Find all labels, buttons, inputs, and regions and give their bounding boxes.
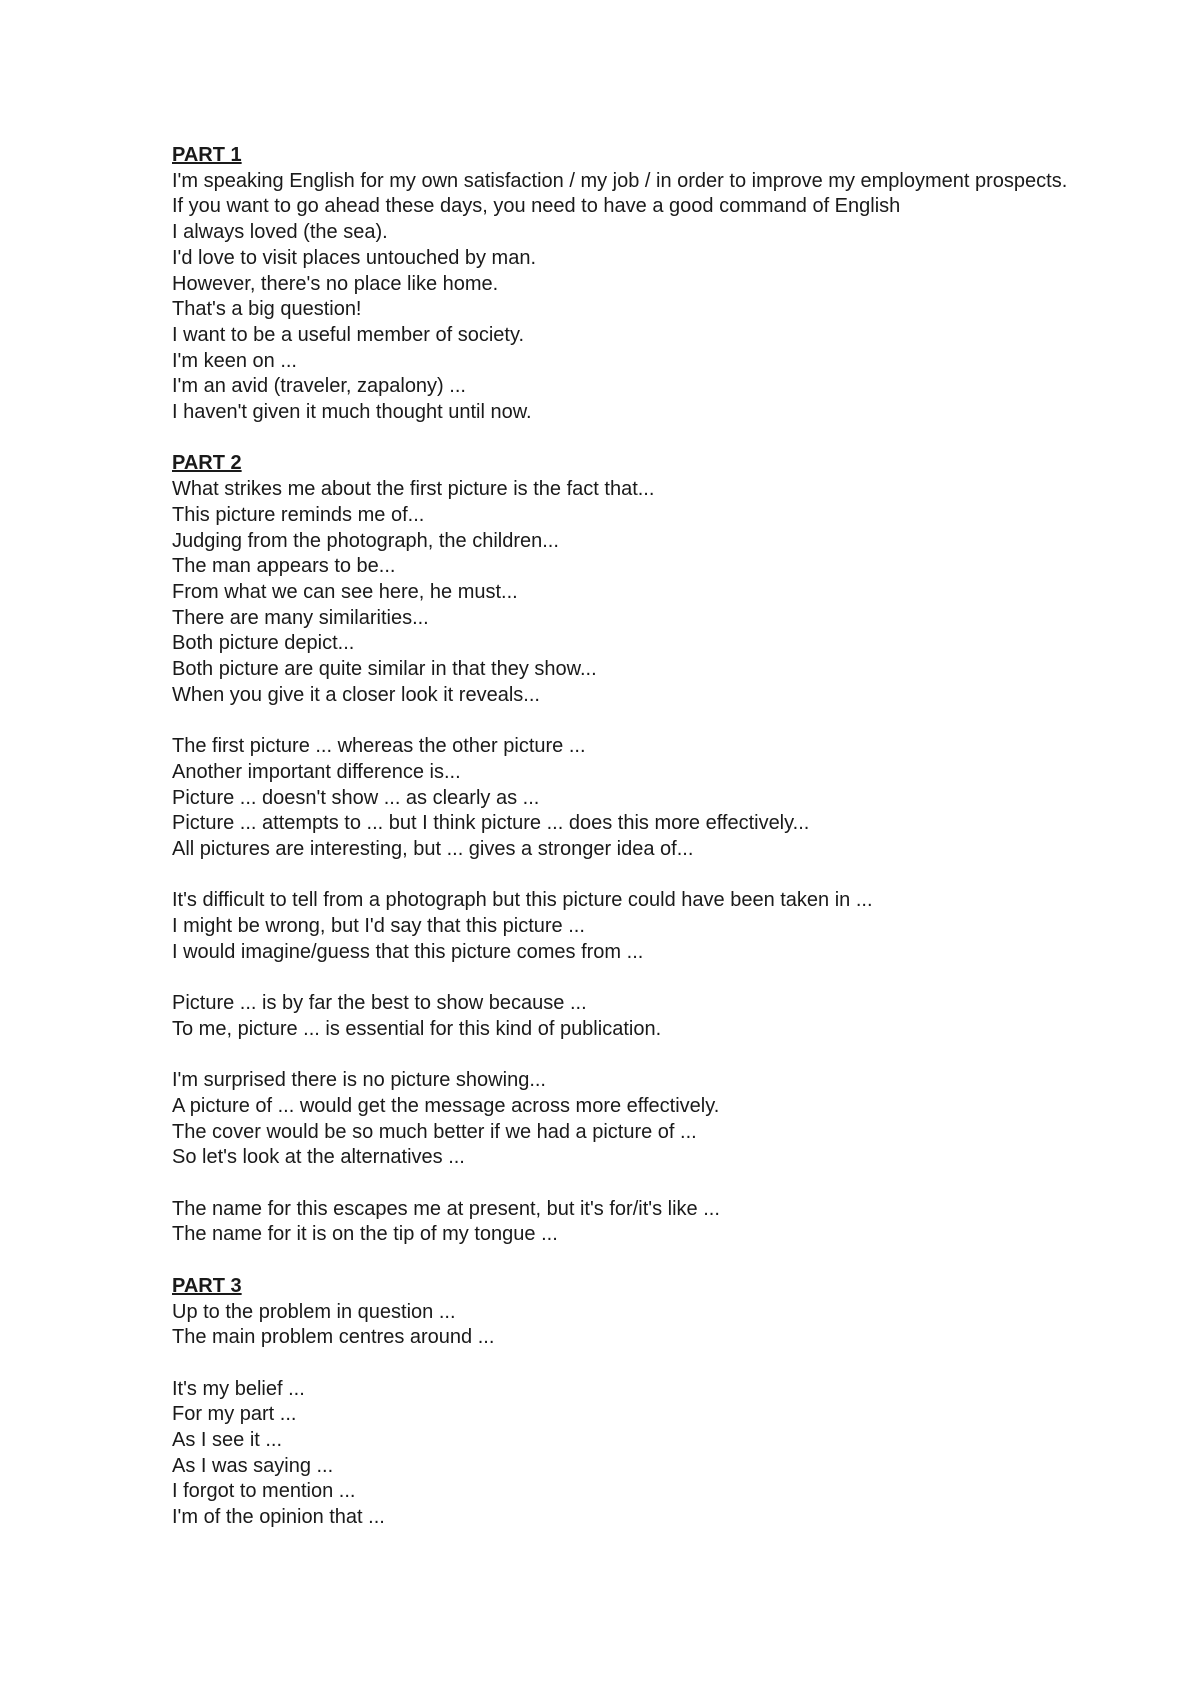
phrase-line: That's a big question!: [172, 298, 362, 321]
phrase-line: I always loved (the sea).: [172, 221, 388, 244]
blank-line: [172, 965, 1132, 991]
part2-group-alternatives: [172, 1068, 1132, 1171]
phrase-line: The name for this escapes me at present, but it's for/it's like ...: [172, 1197, 720, 1220]
phrase-line: Another important difference is...: [172, 760, 461, 783]
phrase-line: Picture ... attempts to ... but I think picture ... does this more effectively...: [172, 812, 810, 835]
phrase-line: Both picture are quite similar in that they show...: [172, 658, 597, 681]
phrase-line: I might be wrong, but I'd say that this picture ...: [172, 915, 585, 938]
phrase-line: The main problem centres around ...: [172, 1326, 495, 1349]
phrase-line: When you give it a closer look it reveals...: [172, 683, 540, 706]
part2-heading: PART 2: [172, 452, 242, 475]
phrase-line: I'm an avid (traveler, zapalony) ...: [172, 375, 466, 398]
phrase-line: For my part ...: [172, 1403, 297, 1426]
blank-line: [172, 1351, 1132, 1377]
phrase-line: If you want to go ahead these days, you need to have a good command of English: [172, 195, 901, 218]
phrase-line: I forgot to mention ...: [172, 1480, 356, 1503]
part3-heading: PART 3: [172, 1274, 242, 1297]
phrase-line: I'm keen on ...: [172, 349, 297, 372]
blank-line: [172, 708, 1132, 734]
phrase-line: I would imagine/guess that this picture comes from ...: [172, 940, 644, 963]
blank-line: [172, 1043, 1132, 1069]
phrase-line: A picture of ... would get the message across more effectively.: [172, 1094, 720, 1117]
phrase-line: From what we can see here, he must...: [172, 580, 518, 603]
phrase-line: I'm surprised there is no picture showing...: [172, 1069, 546, 1092]
phrase-line: To me, picture ... is essential for this kind of publication.: [172, 1017, 662, 1040]
part2-group-describing: [172, 477, 1132, 708]
phrase-line: Up to the problem in question ...: [172, 1300, 456, 1323]
phrase-line: It's my belief ...: [172, 1377, 305, 1400]
part3-group-opinion: [172, 1377, 1132, 1531]
phrase-line: The first picture ... whereas the other picture ...: [172, 735, 586, 758]
phrase-line: Picture ... doesn't show ... as clearly as ...: [172, 786, 540, 809]
phrase-line: The name for it is on the tip of my tongue ...: [172, 1223, 558, 1246]
part2-group-comparing: [172, 734, 1132, 863]
phrase-line: Picture ... is by far the best to show because ...: [172, 992, 587, 1015]
phrase-line: As I see it ...: [172, 1429, 283, 1452]
phrase-line: The cover would be so much better if we had a picture of ...: [172, 1120, 697, 1143]
phrase-line: Judging from the photograph, the children...: [172, 529, 559, 552]
phrase-line: However, there's no place like home.: [172, 272, 499, 295]
phrase-line: I haven't given it much thought until now.: [172, 401, 532, 424]
phrase-line: There are many similarities...: [172, 606, 429, 629]
phrase-line: Both picture depict...: [172, 632, 355, 655]
phrase-line: I want to be a useful member of society.: [172, 323, 525, 346]
phrase-line: I'm of the opinion that ...: [172, 1506, 385, 1529]
phrase-line: I'm speaking English for my own satisfaction / my job / in order to improve my employment prospects.: [172, 169, 1068, 192]
part2-group-choosing: [172, 991, 1132, 1042]
phrase-line: So let's look at the alternatives ...: [172, 1146, 465, 1169]
part3-group-problem: [172, 1300, 1132, 1351]
part1-heading: PART 1: [172, 144, 242, 166]
blank-line: [172, 1171, 1132, 1197]
blank-line: [172, 426, 1132, 452]
document-body: [172, 143, 1132, 1531]
phrase-line: The man appears to be...: [172, 555, 396, 578]
phrase-line: What strikes me about the first picture is the fact that...: [172, 478, 655, 501]
blank-line: [172, 863, 1132, 889]
part2-group-forgetting: [172, 1197, 1132, 1248]
phrase-line: This picture reminds me of...: [172, 503, 425, 526]
part2-group-speculating: [172, 888, 1132, 965]
blank-line: [172, 1248, 1132, 1274]
phrase-line: As I was saying ...: [172, 1454, 334, 1477]
phrase-line: All pictures are interesting, but ... gives a stronger idea of...: [172, 837, 694, 860]
phrase-line: It's difficult to tell from a photograph but this picture could have been taken in ...: [172, 889, 873, 912]
phrase-line: I'd love to visit places untouched by man.: [172, 246, 537, 269]
part1-lines: [172, 169, 1132, 426]
